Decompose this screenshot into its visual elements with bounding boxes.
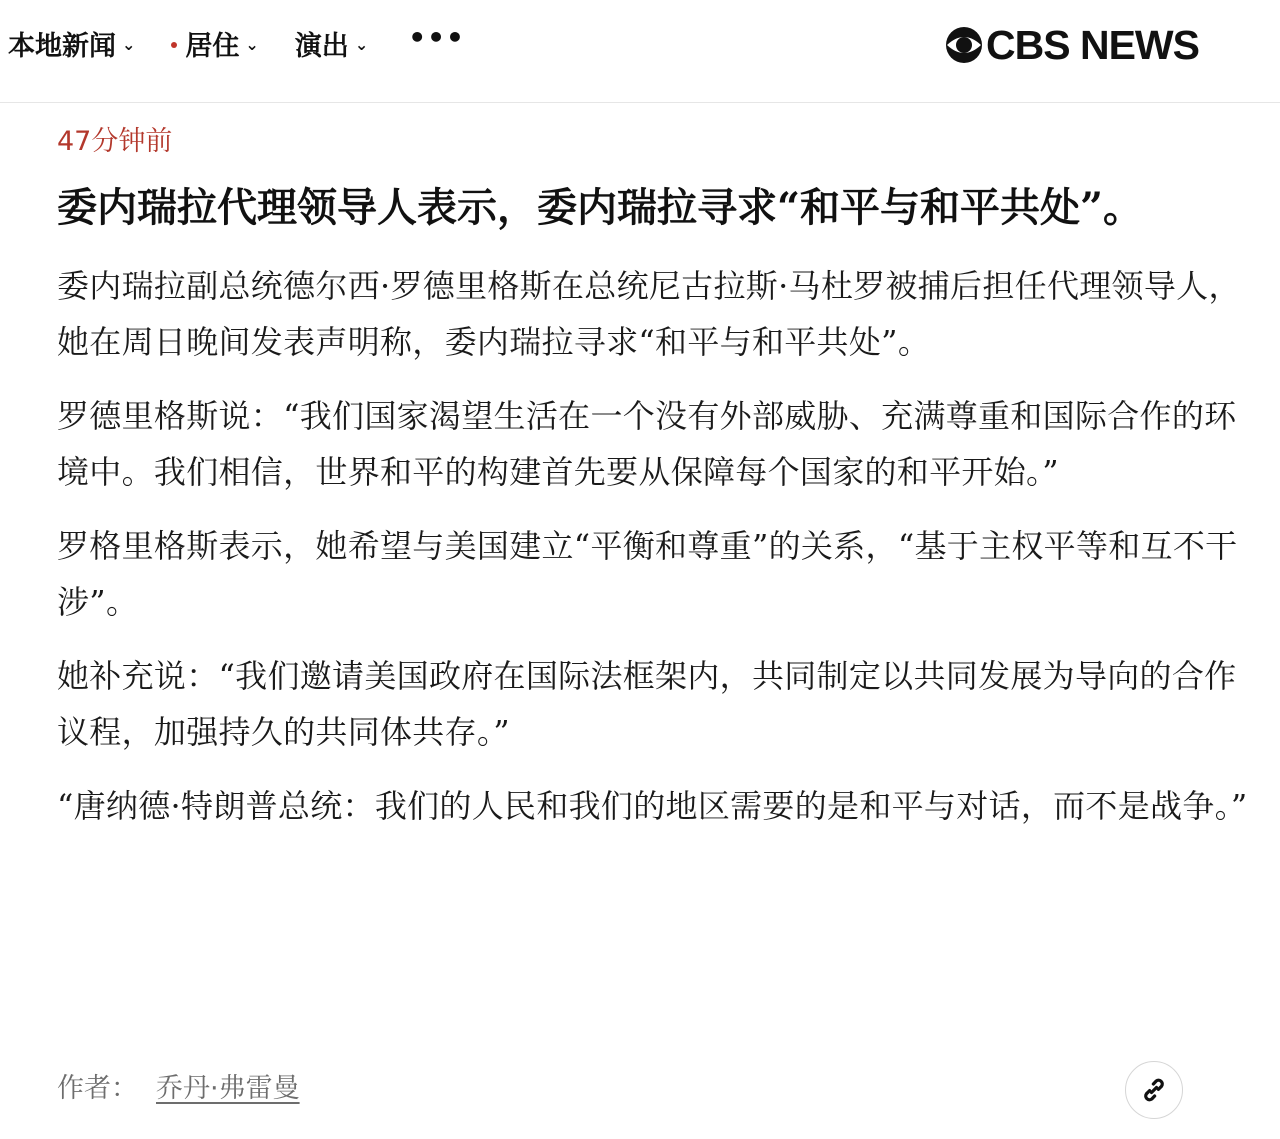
chevron-down-icon: ⌄ bbox=[122, 35, 136, 54]
article-paragraph: 她补充说：“我们邀请美国政府在国际法框架内，共同制定以共同发展为导向的合作议程，加强持久的共同体共存。” bbox=[57, 657, 1237, 751]
nav-item-shows[interactable] bbox=[295, 24, 368, 63]
cbs-eye-icon bbox=[944, 25, 984, 65]
nav-item-living[interactable] bbox=[171, 24, 258, 63]
nav-item-label: 本地新闻 bbox=[8, 30, 116, 62]
article-paragraph: 罗格里格斯表示，她希望与美国建立“平衡和尊重”的关系，“基于主权平等和互不干涉”。 bbox=[57, 527, 1238, 621]
nav-item-label: 居住 bbox=[185, 30, 240, 62]
section-nav bbox=[8, 22, 465, 64]
top-navigation-bar bbox=[0, 0, 1280, 103]
article-headline: 委内瑞拉代理领导人表示，委内瑞拉寻求“和平与和平共处”。 bbox=[57, 184, 1144, 231]
link-icon bbox=[1139, 1075, 1169, 1105]
more-menu-button[interactable]: ••• bbox=[408, 20, 465, 54]
nav-item-label: 演出 bbox=[294, 30, 349, 62]
article-paragraph: 委内瑞拉副总统德尔西·罗德里格斯在总统尼古拉斯·马杜罗被捕后担任代理领导人，她在周日晚间发表声明称，委内瑞拉寻求“和平与和平共处”。 bbox=[57, 267, 1241, 361]
copy-link-button[interactable] bbox=[1125, 1061, 1183, 1119]
author-link[interactable]: 乔丹·弗雷曼 bbox=[156, 1073, 300, 1104]
cbs-news-logo[interactable] bbox=[944, 21, 1199, 68]
chevron-down-icon: ⌄ bbox=[354, 35, 369, 54]
nav-item-local-news[interactable] bbox=[8, 24, 135, 63]
chevron-down-icon: ⌄ bbox=[245, 35, 259, 54]
article-timestamp: 47分钟前 bbox=[57, 126, 173, 157]
brand-wordmark: CBS NEWS bbox=[986, 21, 1199, 68]
article-byline bbox=[57, 1066, 300, 1105]
byline-label: 作者： bbox=[57, 1073, 138, 1104]
article-paragraph: “唐纳德·特朗普总统：我们的人民和我们的地区需要的是和平与对话，而不是战争。” bbox=[57, 787, 1248, 825]
live-dot-icon bbox=[171, 42, 177, 48]
article-paragraph: 罗德里格斯说：“我们国家渴望生活在一个没有外部威胁、充满尊重和国际合作的环境中。我们相信，世界和平的构建首先要从保障每个国家的和平开始。” bbox=[57, 397, 1237, 491]
article-body bbox=[57, 122, 1257, 834]
